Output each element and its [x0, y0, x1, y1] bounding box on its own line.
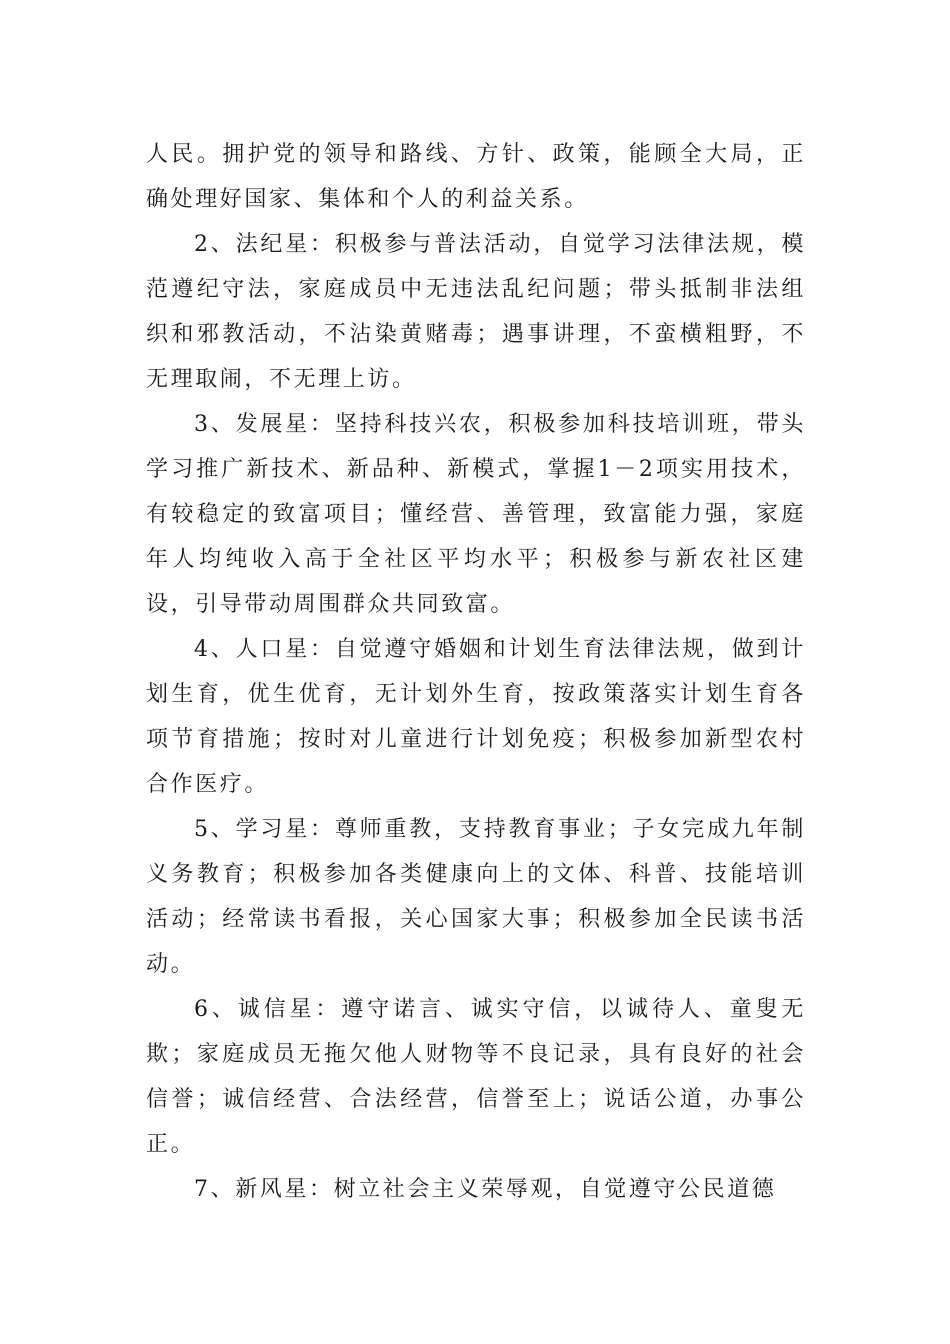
paragraph-study-star: 5、学习星：尊师重教，支持教育事业；子女完成九年制义务教育；积极参加各类健康向上的文体、科普、技能培训活动；经常读书看报，关心国家大事；积极参加全民读书活动。 [146, 817, 806, 977]
paragraph-integrity-star: 6、诚信星：遵守诺言、诚实守信，以诚待人、童叟无欺；家庭成员无拖欠他人财物等不良记录，具有良好的社会信誉；诚信经营、合法经营，信誉至上；说话公道，办事公正。 [146, 997, 806, 1157]
paragraph-development-star: 3、发展星：坚持科技兴农，积极参加科技培训班，带头学习推广新技术、新品种、新模式，掌握1－2项实用技术，有较稳定的致富项目；懂经营、善管理，致富能力强，家庭年人均纯收入高于全社区平均水平；积极参与新农社区建设，引导带动周围群众共同致富。 [146, 412, 806, 617]
paragraph-law-star: 2、法纪星：积极参与普法活动，自觉学习法律法规，模范遵纪守法，家庭成员中无违法乱纪问题；带头抵制非法组织和邪教活动，不沾染黄赌毒；遇事讲理，不蛮横粗野，不无理取闹，不无理上访。 [146, 232, 806, 392]
paragraph-new-style-star: 7、新风星：树立社会主义荣辱观，自觉遵守公民道德 [194, 1177, 777, 1202]
paragraph-continuation: 人民。拥护党的领导和路线、方针、政策，能顾全大局，正确处理好国家、集体和个人的利益关系。 [146, 142, 806, 212]
document-body [146, 132, 806, 1212]
paragraph-population-star: 4、人口星：自觉遵守婚姻和计划生育法律法规，做到计划生育，优生优育，无计划外生育，按政策落实计划生育各项节育措施；按时对儿童进行计划免疫；积极参加新型农村合作医疗。 [146, 637, 806, 797]
